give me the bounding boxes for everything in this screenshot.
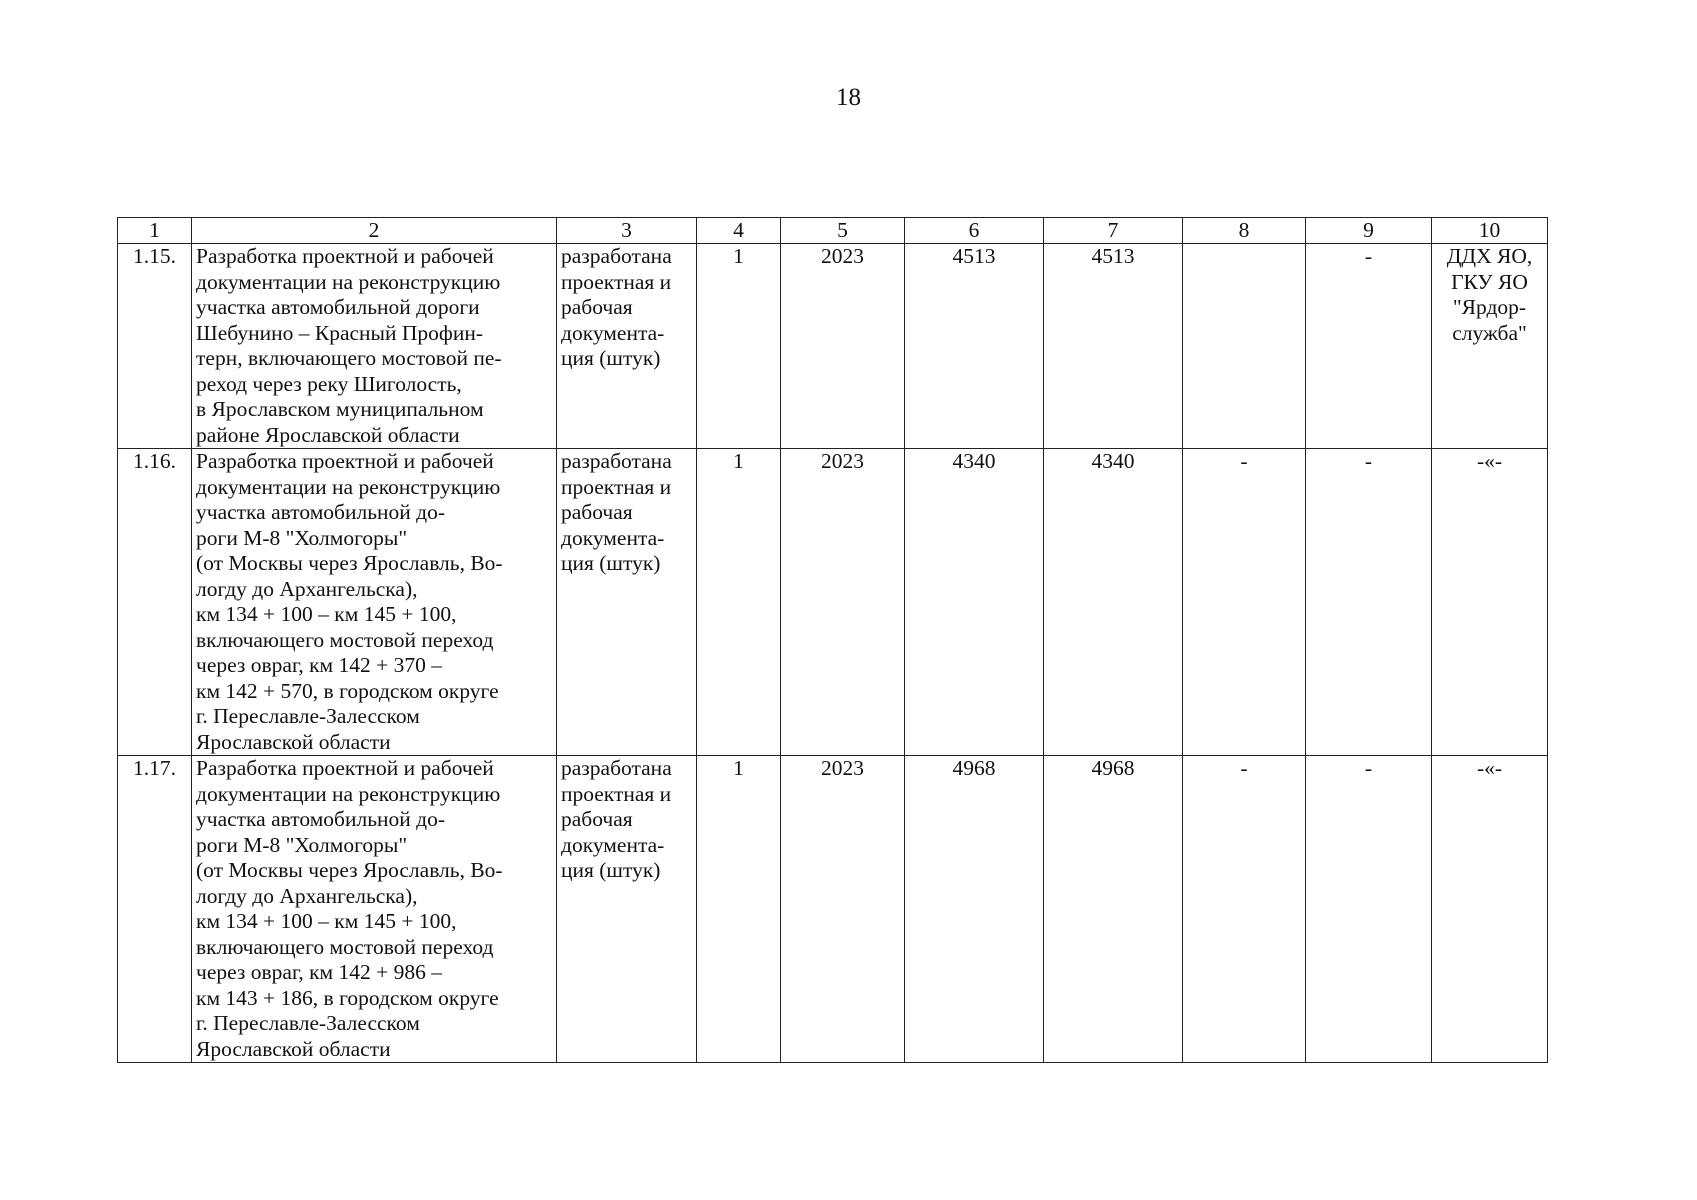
- row-value-6: 4968: [905, 756, 1044, 1063]
- table-row: [118, 244, 1548, 449]
- column-header: 1: [118, 218, 192, 244]
- row-quantity: 1: [697, 244, 781, 449]
- row-value-8: -: [1183, 756, 1306, 1063]
- column-header: 5: [781, 218, 905, 244]
- row-description: Разработка проектной и рабочей документации на реконструкцию участка автомобильной до- роги М-8 "Холмогоры" (от Москвы через Ярославль, Во- логду до Архангельска), км 134 + 100 – км 145 + 100, включающего мостовой переход через овраг, км 142 + 370 – км 142 + 570, в городском округе г. Переславле-Залесском Ярославской области: [192, 449, 557, 756]
- row-value-8: [1183, 244, 1306, 449]
- table-header-row: [118, 218, 1548, 244]
- row-description: Разработка проектной и рабочей документации на реконструкцию участка автомобильной дороги Шебунино – Красный Профин- терн, включающего мостовой пе- реход через реку Шиголость, в Ярославском муниципальном районе Ярославской области: [192, 244, 557, 449]
- row-quantity: 1: [697, 449, 781, 756]
- row-value-9: -: [1306, 244, 1432, 449]
- column-header: 9: [1306, 218, 1432, 244]
- row-quantity: 1: [697, 756, 781, 1063]
- table-row: [118, 756, 1548, 1063]
- table-row: [118, 449, 1548, 756]
- row-value-6: 4513: [905, 244, 1044, 449]
- row-value-7: 4340: [1044, 449, 1183, 756]
- column-header: 2: [192, 218, 557, 244]
- row-value-7: 4968: [1044, 756, 1183, 1063]
- data-table: [117, 217, 1548, 1063]
- row-year: 2023: [781, 756, 905, 1063]
- column-header: 6: [905, 218, 1044, 244]
- row-index: 1.16.: [118, 449, 192, 756]
- row-index: 1.15.: [118, 244, 192, 449]
- column-header: 4: [697, 218, 781, 244]
- row-description: Разработка проектной и рабочей документации на реконструкцию участка автомобильной до- роги М-8 "Холмогоры" (от Москвы через Ярославль, Во- логду до Архангельска), км 134 + 100 – км 145 + 100, включающего мостовой переход через овраг, км 142 + 986 – км 143 + 186, в городском округе г. Переславле-Залесском Ярославской области: [192, 756, 557, 1063]
- row-year: 2023: [781, 244, 905, 449]
- row-result: разработана проектная и рабочая документа- ция (штук): [557, 244, 697, 449]
- row-index: 1.17.: [118, 756, 192, 1063]
- column-header: 7: [1044, 218, 1183, 244]
- column-header: 8: [1183, 218, 1306, 244]
- page-number: 18: [836, 84, 861, 111]
- row-organization: -«-: [1432, 449, 1548, 756]
- row-year: 2023: [781, 449, 905, 756]
- row-value-9: -: [1306, 756, 1432, 1063]
- row-value-6: 4340: [905, 449, 1044, 756]
- row-value-8: -: [1183, 449, 1306, 756]
- row-organization: -«-: [1432, 756, 1548, 1063]
- column-header: 3: [557, 218, 697, 244]
- row-organization: ДДХ ЯО, ГКУ ЯО "Ярдор- служба": [1432, 244, 1548, 449]
- row-value-7: 4513: [1044, 244, 1183, 449]
- column-header: 10: [1432, 218, 1548, 244]
- row-value-9: -: [1306, 449, 1432, 756]
- row-result: разработана проектная и рабочая документа- ция (штук): [557, 449, 697, 756]
- row-result: разработана проектная и рабочая документа- ция (штук): [557, 756, 697, 1063]
